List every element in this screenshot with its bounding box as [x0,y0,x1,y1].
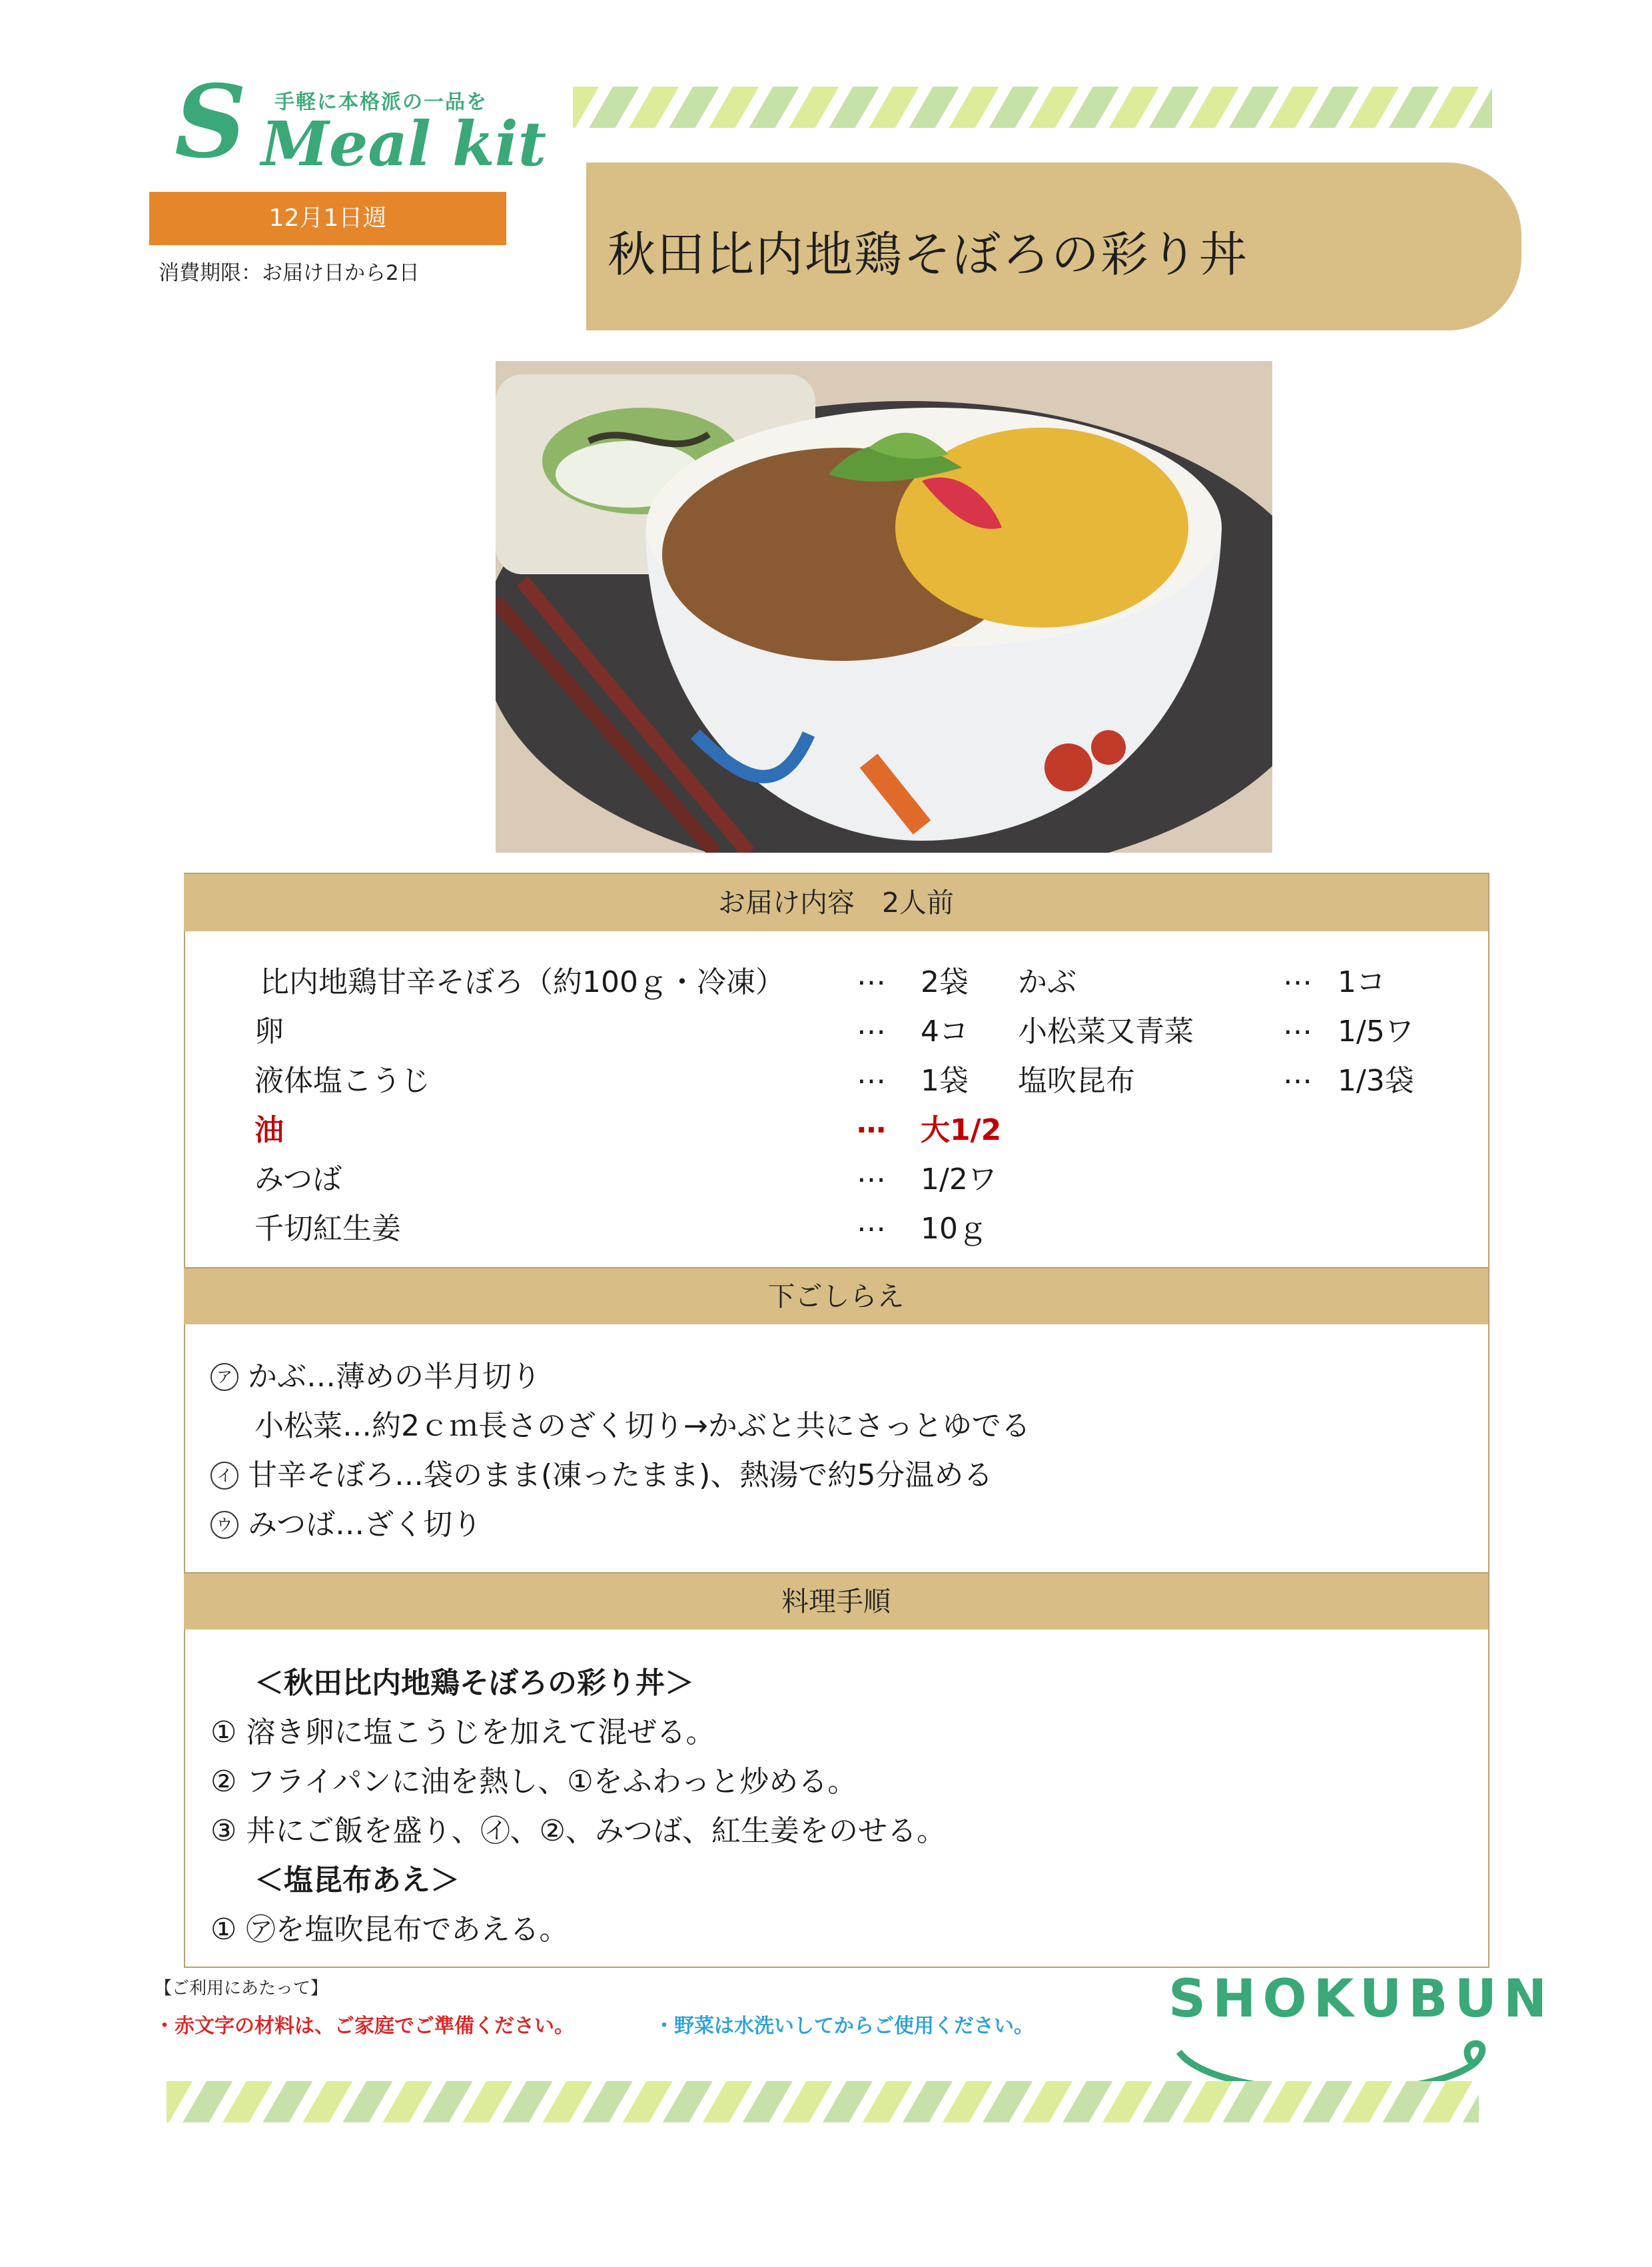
ingredient-dots: … [1283,958,1312,992]
recipe-heading: ＜塩昆布あえ＞ [254,1863,460,1897]
prep-mark: イ [210,1462,238,1490]
prep-mark: ウ [210,1511,238,1539]
prep-text: かぶ…薄めの半月切り [248,1360,541,1394]
prep-text: みつば…ざく切り [248,1508,482,1542]
ingredient-row [260,958,785,1001]
dish-illustration [496,361,1272,853]
ingredient-qty: 1コ [1338,965,1386,999]
ingredient-name-home: 油 [254,1113,284,1147]
ingredient-name: みつば [254,1162,342,1196]
ingredient-qty: 2袋 [921,965,969,999]
brand-logo: SHOKUBUN [1168,1969,1554,2029]
ingredient-name: 小松菜又青菜 [1018,1015,1194,1049]
ingredient-dots: … [1283,1057,1312,1091]
ingredient-name: 比内地鶏甘辛そぼろ（約100ｇ・冷凍） [260,965,785,999]
ingredient-qty: 4コ [921,1015,969,1049]
ingredient-dots: … [857,958,886,992]
prep-step [210,1500,482,1543]
ingredient-dots: … [857,1155,886,1189]
step-text: フライパンに油を熱し、①をふわっと炒める。 [246,1765,857,1799]
cooking-step [210,1807,946,1849]
prep-mark: ア [210,1363,238,1391]
page-title: 秋田比内地鶏そぼろの彩り丼 [608,227,1249,282]
notes-header: 【ご利用にあたって】 [155,1979,328,1999]
ingredient-qty: 1/3袋 [1338,1064,1414,1098]
ingredient-dots: … [857,1204,886,1238]
ingredient-dots: … [857,1057,886,1091]
step-text: 溶き卵に塩こうじを加えて混ぜる。 [246,1715,715,1749]
ingredient-name: 卵 [254,1015,284,1049]
ingredient-dots-home: … [857,1106,886,1140]
ingredient-qty-home: 大1/2 [921,1113,1002,1147]
step-number: ① [210,1913,237,1947]
step-text: 丼にご飯を盛り、㋑、②、みつば、紅生姜をのせる。 [246,1814,947,1848]
ingredient-qty: 1/5ワ [1338,1015,1414,1049]
ingredient-name: 塩吹昆布 [1018,1064,1135,1098]
dish-photo [496,361,1272,853]
prep-text: 甘辛そぼろ…袋のまま(凍ったまま)、熱湯で約5分温める [248,1458,993,1492]
prep-step [210,1451,993,1494]
ingredient-name: 千切紅生姜 [254,1212,401,1246]
cooking-step [210,1905,568,1948]
notes-red: ・赤文字の材料は、ご家庭でご準備ください。 [155,2015,574,2038]
bottom-stripe-band [167,2081,1479,2122]
step-number: ③ [210,1814,237,1848]
step-text: ㋐を塩吹昆布であえる。 [246,1913,569,1947]
logo-s-letter: S [175,63,247,181]
step-number: ② [210,1765,237,1799]
week-badge: 12月1日週 [149,192,506,245]
expiry-text: 消費期限：お届け日から2日 [159,261,420,285]
delivery-header: お届け内容 2人前 [184,874,1488,931]
top-stripe-band [573,87,1492,128]
ingredient-dots: … [1283,1007,1312,1041]
prep-text: 小松菜…約2ｃｍ長さのざく切り→かぶと共にさっとゆでる [254,1409,1031,1443]
prep-step [210,1352,541,1395]
logo-name: Meal kit [261,108,547,180]
ingredient-qty: 1/2ワ [921,1162,997,1196]
prep-header: 下ごしらえ [184,1268,1488,1324]
ingredient-name: 液体塩こうじ [254,1064,430,1098]
ingredient-qty: 1袋 [921,1064,969,1098]
cooking-header: 料理手順 [184,1574,1488,1629]
notes-blue: ・野菜は水洗いしてからご使用ください。 [654,2015,1034,2038]
recipe-heading: ＜秋田比内地鶏そぼろの彩り丼＞ [254,1666,694,1700]
ingredient-name: かぶ [1018,965,1076,999]
step-number: ① [210,1715,237,1749]
cooking-step [210,1757,857,1800]
ingredient-dots: … [857,1007,886,1041]
cooking-step [210,1708,715,1751]
ingredient-qty: 10ｇ [921,1212,987,1246]
logo-tagline: 手軽に本格派の一品を [274,91,488,114]
